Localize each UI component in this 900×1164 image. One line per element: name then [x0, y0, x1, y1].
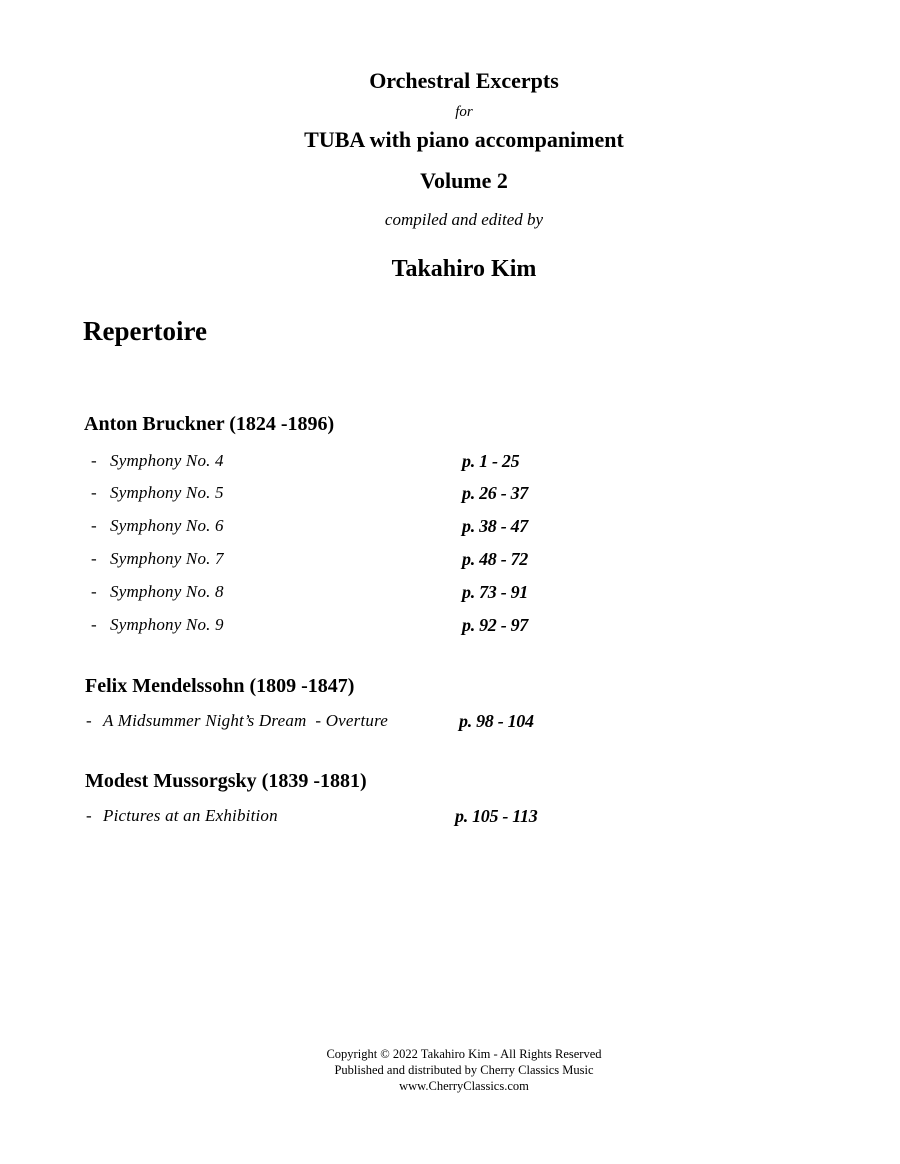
volume-label: Volume 2 — [420, 168, 508, 193]
bullet-dash: - — [91, 516, 97, 535]
work-title: Symphony No. 5 — [110, 483, 224, 502]
bullet-dash: - — [91, 582, 97, 601]
bullet-dash: - — [91, 483, 97, 502]
copyright-line: Copyright © 2022 Takahiro Kim - All Rights Reserved — [326, 1047, 602, 1061]
page-range: p. 92 - 97 — [462, 615, 528, 635]
bullet-dash: - — [91, 615, 97, 634]
author-name: Takahiro Kim — [391, 256, 537, 282]
composer-heading-bruckner: Anton Bruckner (1824 -1896) — [84, 413, 335, 435]
page-range: p. 1 - 25 — [462, 451, 520, 471]
instrument-subtitle: TUBA with piano accompaniment — [304, 127, 624, 152]
bullet-dash: - — [91, 549, 97, 568]
bullet-dash: - — [86, 711, 92, 730]
work-title: Symphony No. 8 — [110, 582, 224, 601]
composer-heading-mussorgsky: Modest Mussorgsky (1839 -1881) — [85, 770, 367, 792]
bullet-dash: - — [86, 806, 92, 825]
page-range: p. 38 - 47 — [462, 516, 528, 536]
page-range: p. 98 - 104 — [459, 711, 534, 731]
composer-heading-mendelssohn: Felix Mendelssohn (1809 -1847) — [85, 675, 355, 697]
compiled-by-label: compiled and edited by — [384, 210, 544, 229]
bullet-dash: - — [91, 451, 97, 470]
page-range: p. 105 - 113 — [455, 806, 538, 826]
section-title: Repertoire — [83, 316, 207, 346]
page-range: p. 48 - 72 — [462, 549, 528, 569]
document-title: Orchestral Excerpts — [369, 68, 559, 93]
work-title: A Midsummer Night’s Dream - Overture — [103, 711, 389, 730]
work-title: Pictures at an Exhibition — [103, 806, 278, 825]
work-title: Symphony No. 9 — [110, 615, 224, 634]
publisher-line: Published and distributed by Cherry Classics Music — [334, 1063, 594, 1077]
work-title: Symphony No. 7 — [110, 549, 224, 568]
work-title: Symphony No. 6 — [110, 516, 224, 535]
work-title: Symphony No. 4 — [110, 451, 224, 470]
website-line: www.CherryClassics.com — [399, 1079, 529, 1093]
page-range: p. 26 - 37 — [462, 483, 528, 503]
for-label: for — [455, 104, 473, 120]
page-range: p. 73 - 91 — [462, 582, 528, 602]
